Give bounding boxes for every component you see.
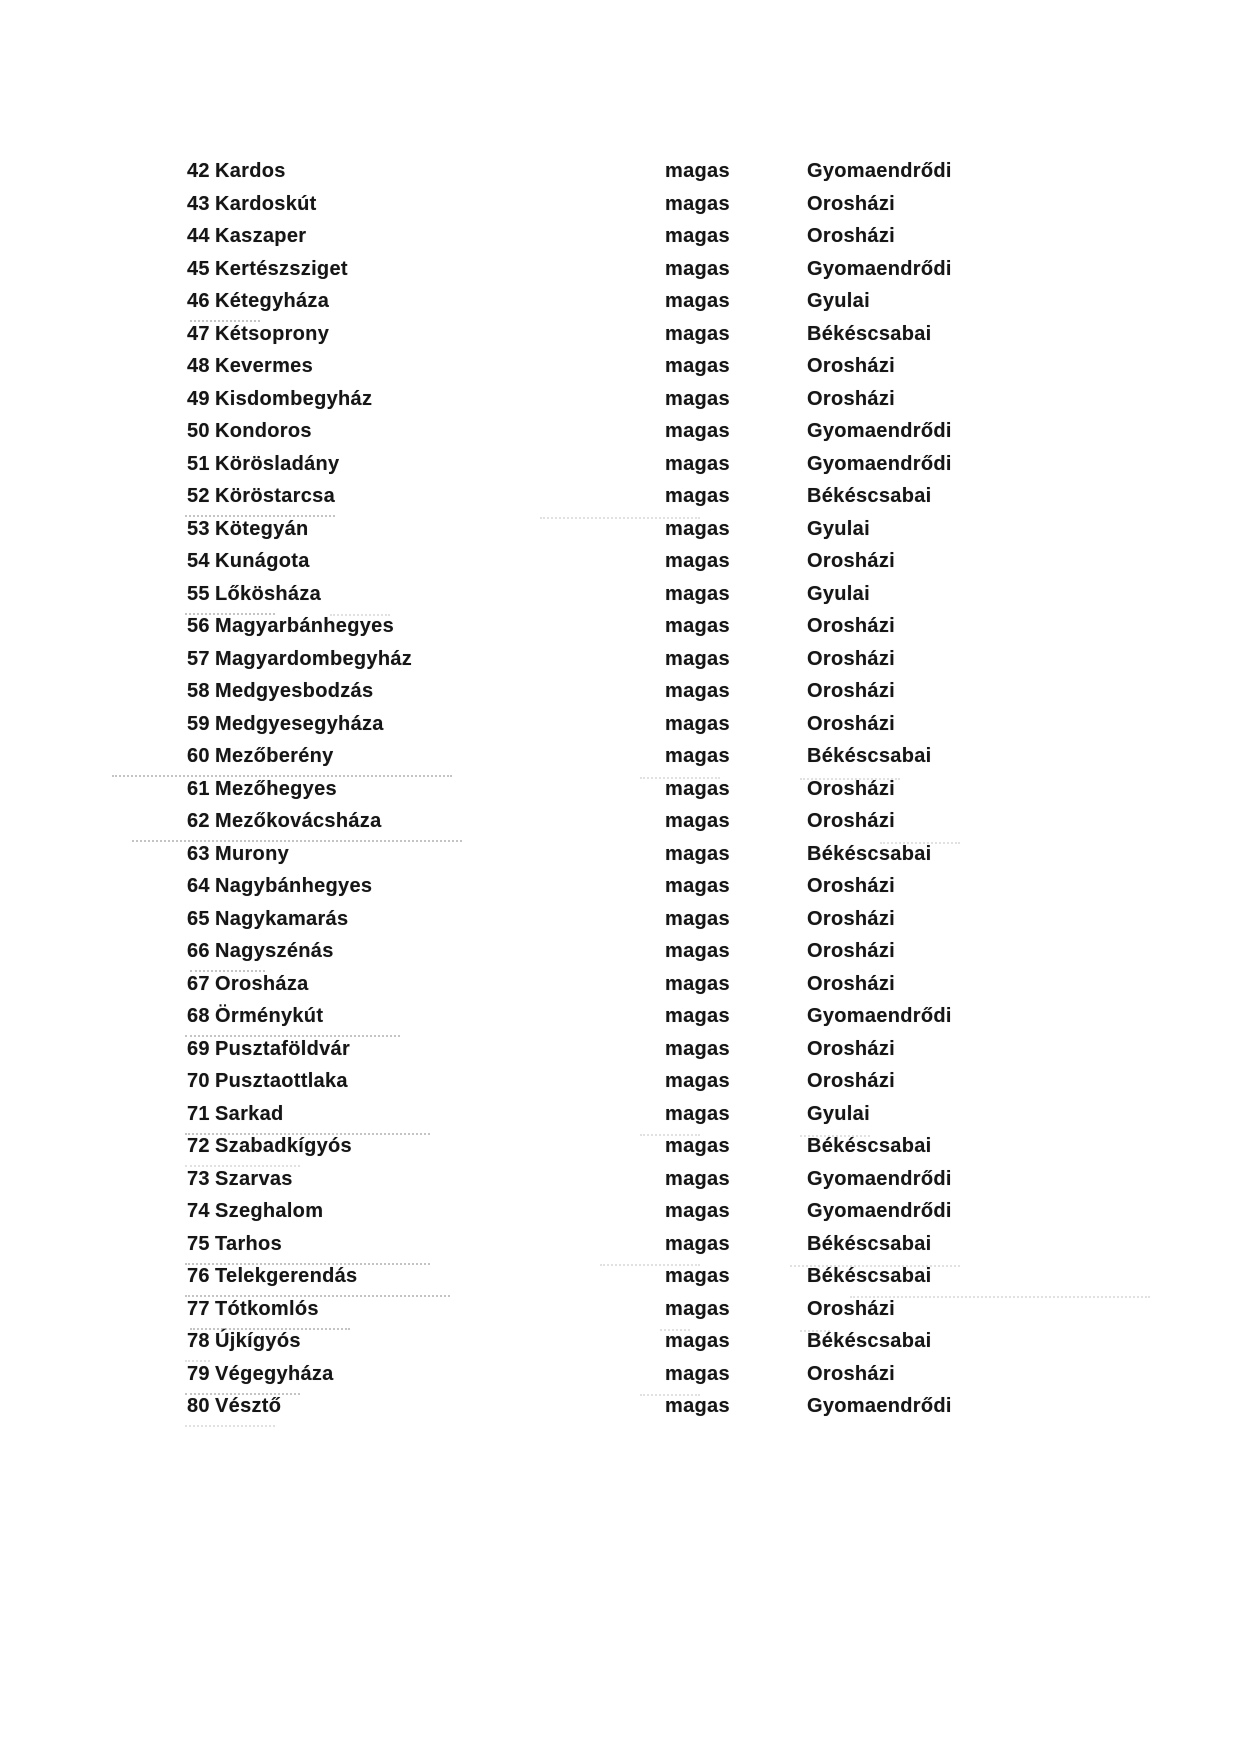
row-number: 76: [187, 1265, 210, 1287]
row-number: 57: [187, 647, 210, 670]
scan-artifact: [600, 1264, 700, 1266]
rating-value: magas: [665, 1330, 730, 1352]
district-name: Gyomaendrődi: [807, 452, 952, 475]
district-name: Gyulai: [807, 582, 870, 605]
row-number: 44: [187, 225, 210, 247]
row-number: 42: [187, 160, 210, 182]
table-row: [187, 708, 952, 741]
settlement-name: Kertészsziget: [215, 257, 348, 280]
district-name: Orosházi: [807, 972, 895, 995]
settlement-name: Medgyesegyháza: [215, 712, 384, 735]
settlement-name: Kaszaper: [215, 225, 307, 247]
district-name: Orosházi: [807, 777, 895, 800]
row-number: 56: [187, 615, 210, 637]
rating-value: magas: [665, 257, 730, 280]
scan-artifact: [132, 840, 462, 842]
scan-artifact: [540, 517, 700, 519]
settlement-name: Örménykút: [215, 1005, 324, 1027]
settlement-name: Mezőkovácsháza: [215, 810, 382, 832]
row-number: 49: [187, 387, 210, 410]
rating-value: magas: [665, 1297, 730, 1320]
scan-artifact: [850, 1296, 1150, 1298]
table-row: [187, 1098, 952, 1131]
table-row: [187, 480, 952, 513]
row-number: 78: [187, 1330, 210, 1352]
row-number: 54: [187, 550, 210, 572]
scan-artifact: [640, 1134, 700, 1136]
settlement-name: Murony: [215, 842, 290, 865]
table-row: [187, 285, 952, 318]
rating-value: magas: [665, 777, 730, 800]
row-number: 66: [187, 940, 210, 962]
table-row: [187, 188, 952, 221]
scan-artifact: [185, 1360, 210, 1362]
table-row: [187, 870, 952, 903]
settlement-name: Orosháza: [215, 972, 309, 995]
scan-artifact: [800, 1330, 830, 1332]
settlement-name: Kardos: [215, 160, 286, 182]
row-number: 53: [187, 517, 210, 540]
scan-artifact: [185, 1035, 400, 1037]
table-row: [187, 643, 952, 676]
rating-value: magas: [665, 387, 730, 410]
table-row: [187, 318, 952, 351]
rating-value: magas: [665, 875, 730, 897]
row-number: 45: [187, 257, 210, 280]
scan-artifact: [660, 1329, 690, 1331]
district-name: Orosházi: [807, 387, 895, 410]
rating-value: magas: [665, 647, 730, 670]
rating-value: magas: [665, 972, 730, 995]
rating-value: magas: [665, 452, 730, 475]
district-name: Orosházi: [807, 907, 895, 930]
row-number: 65: [187, 907, 210, 930]
row-number: 60: [187, 745, 210, 767]
rating-value: magas: [665, 907, 730, 930]
district-name: Orosházi: [807, 1297, 895, 1320]
scan-artifact: [112, 775, 452, 777]
settlement-name: Szabadkígyós: [215, 1135, 352, 1157]
rating-value: magas: [665, 1102, 730, 1125]
row-number: 59: [187, 712, 210, 735]
scan-artifact: [185, 1263, 430, 1265]
table-row: [187, 1000, 952, 1033]
settlement-name: Újkígyós: [215, 1330, 301, 1352]
scan-artifact: [190, 1328, 350, 1330]
settlement-name: Kisdombegyház: [215, 387, 373, 410]
rating-value: magas: [665, 680, 730, 702]
scan-artifact: [640, 1394, 700, 1396]
table-row: [187, 350, 952, 383]
row-number: 64: [187, 875, 210, 897]
district-name: Békéscsabai: [807, 322, 932, 345]
rating-value: magas: [665, 1135, 730, 1157]
settlement-name: Pusztaföldvár: [215, 1037, 351, 1060]
district-name: Békéscsabai: [807, 1232, 932, 1255]
rating-value: magas: [665, 1362, 730, 1385]
settlement-name: Nagybánhegyes: [215, 875, 373, 897]
scan-artifact: [330, 614, 390, 616]
row-number: 51: [187, 452, 210, 475]
table-row: [187, 1228, 952, 1261]
district-name: Gyomaendrődi: [807, 1395, 952, 1417]
rating-value: magas: [665, 355, 730, 377]
district-name: Gyomaendrődi: [807, 1200, 952, 1222]
settlement-name: Pusztaottlaka: [215, 1070, 348, 1092]
settlement-rating-table: [187, 155, 952, 1423]
row-number: 71: [187, 1102, 210, 1125]
scan-artifact: [790, 1265, 960, 1267]
scan-artifact: [190, 320, 260, 322]
row-number: 52: [187, 485, 210, 507]
scan-artifact: [880, 842, 960, 844]
row-number: 69: [187, 1037, 210, 1060]
district-name: Orosházi: [807, 940, 895, 962]
rating-value: magas: [665, 745, 730, 767]
rating-value: magas: [665, 615, 730, 637]
table-row: [187, 935, 952, 968]
rating-value: magas: [665, 420, 730, 442]
table-row: [187, 415, 952, 448]
table-row: [187, 610, 952, 643]
settlement-name: Lőkösháza: [215, 582, 322, 605]
district-name: Orosházi: [807, 1362, 895, 1385]
row-number: 70: [187, 1070, 210, 1092]
district-name: Orosházi: [807, 550, 895, 572]
settlement-name: Kétegyháza: [215, 290, 330, 312]
district-name: Gyomaendrődi: [807, 1005, 952, 1027]
row-number: 68: [187, 1005, 210, 1027]
table-row: [187, 1033, 952, 1066]
settlement-name: Kunágota: [215, 550, 310, 572]
rating-value: magas: [665, 192, 730, 215]
settlement-name: Mezőberény: [215, 745, 334, 767]
scan-artifact: [185, 1133, 430, 1135]
district-name: Orosházi: [807, 225, 895, 247]
settlement-name: Köröstarcsa: [215, 485, 336, 507]
settlement-name: Kondoros: [215, 420, 312, 442]
row-number: 80: [187, 1395, 210, 1417]
scan-artifact: [185, 1393, 300, 1395]
settlement-name: Nagyszénás: [215, 940, 334, 962]
district-name: Gyulai: [807, 290, 870, 312]
district-name: Orosházi: [807, 810, 895, 832]
table-row: [187, 1163, 952, 1196]
district-name: Orosházi: [807, 680, 895, 702]
district-name: Gyomaendrődi: [807, 420, 952, 442]
district-name: Békéscsabai: [807, 842, 932, 865]
rating-value: magas: [665, 160, 730, 182]
table-row: [187, 545, 952, 578]
settlement-name: Nagykamarás: [215, 907, 349, 930]
scan-artifact: [185, 1165, 300, 1167]
rating-value: magas: [665, 1232, 730, 1255]
row-number: 62: [187, 810, 210, 832]
rating-value: magas: [665, 1037, 730, 1060]
district-name: Orosházi: [807, 1037, 895, 1060]
district-name: Békéscsabai: [807, 1330, 932, 1352]
row-number: 67: [187, 972, 210, 995]
row-number: 75: [187, 1232, 210, 1255]
settlement-name: Mezőhegyes: [215, 777, 337, 800]
district-name: Gyomaendrődi: [807, 257, 952, 280]
row-number: 72: [187, 1135, 210, 1157]
settlement-name: Kötegyán: [215, 517, 309, 540]
table-row: [187, 155, 952, 188]
rating-value: magas: [665, 1005, 730, 1027]
table-row: [187, 740, 952, 773]
rating-value: magas: [665, 1167, 730, 1190]
table-row: [187, 968, 952, 1001]
row-number: 58: [187, 680, 210, 702]
district-name: Békéscsabai: [807, 1135, 932, 1157]
scan-artifact: [185, 1295, 450, 1297]
district-name: Gyulai: [807, 517, 870, 540]
row-number: 77: [187, 1297, 210, 1320]
district-name: Orosházi: [807, 1070, 895, 1092]
row-number: 74: [187, 1200, 210, 1222]
rating-value: magas: [665, 225, 730, 247]
settlement-name: Tarhos: [215, 1232, 282, 1255]
rating-value: magas: [665, 322, 730, 345]
rating-value: magas: [665, 485, 730, 507]
settlement-name: Medgyesbodzás: [215, 680, 374, 702]
table-row: [187, 838, 952, 871]
row-number: 79: [187, 1362, 210, 1385]
rating-value: magas: [665, 842, 730, 865]
settlement-name: Tótkomlós: [215, 1297, 319, 1320]
row-number: 73: [187, 1167, 210, 1190]
rating-value: magas: [665, 1395, 730, 1417]
table-row: [187, 1065, 952, 1098]
row-number: 55: [187, 582, 210, 605]
table-row: [187, 1195, 952, 1228]
district-name: Orosházi: [807, 192, 895, 215]
rating-value: magas: [665, 712, 730, 735]
scan-artifact: [640, 777, 720, 779]
settlement-name: Vésztő: [215, 1395, 282, 1417]
district-name: Gyomaendrődi: [807, 1167, 952, 1190]
table-row: [187, 805, 952, 838]
scan-artifact: [185, 1425, 275, 1427]
settlement-name: Sarkad: [215, 1102, 284, 1125]
rating-value: magas: [665, 940, 730, 962]
settlement-name: Végegyháza: [215, 1362, 334, 1385]
rating-value: magas: [665, 1265, 730, 1287]
settlement-name: Kevermes: [215, 355, 314, 377]
rating-value: magas: [665, 1200, 730, 1222]
rating-value: magas: [665, 290, 730, 312]
row-number: 50: [187, 420, 210, 442]
table-row: [187, 1390, 952, 1423]
district-name: Orosházi: [807, 615, 895, 637]
table-row: [187, 448, 952, 481]
row-number: 48: [187, 355, 210, 377]
scan-artifact: [190, 970, 265, 972]
rating-value: magas: [665, 810, 730, 832]
rating-value: magas: [665, 550, 730, 572]
district-name: Békéscsabai: [807, 485, 932, 507]
scan-artifact: [185, 613, 275, 615]
table-row: [187, 220, 952, 253]
row-number: 46: [187, 290, 210, 312]
district-name: Orosházi: [807, 875, 895, 897]
table-row: [187, 383, 952, 416]
table-row: [187, 903, 952, 936]
settlement-name: Szarvas: [215, 1167, 293, 1190]
table-row: [187, 1358, 952, 1391]
settlement-name: Szeghalom: [215, 1200, 324, 1222]
rating-value: magas: [665, 517, 730, 540]
row-number: 61: [187, 777, 210, 800]
district-name: Orosházi: [807, 355, 895, 377]
district-name: Békéscsabai: [807, 745, 932, 767]
scan-artifact: [800, 778, 900, 780]
row-number: 63: [187, 842, 210, 865]
row-number: 43: [187, 192, 210, 215]
district-name: Békéscsabai: [807, 1265, 932, 1287]
scan-artifact: [185, 515, 335, 517]
settlement-name: Körösladány: [215, 452, 340, 475]
rating-value: magas: [665, 1070, 730, 1092]
settlement-name: Magyardombegyház: [215, 647, 413, 670]
table-row: [187, 578, 952, 611]
settlement-name: Telekgerendás: [215, 1265, 358, 1287]
settlement-name: Kétsoprony: [215, 322, 330, 345]
district-name: Gyulai: [807, 1102, 870, 1125]
district-name: Orosházi: [807, 647, 895, 670]
table-row: [187, 253, 952, 286]
row-number: 47: [187, 322, 210, 345]
table-row: [187, 675, 952, 708]
settlement-name: Kardoskút: [215, 192, 317, 215]
settlement-name: Magyarbánhegyes: [215, 615, 395, 637]
district-name: Orosházi: [807, 712, 895, 735]
rating-value: magas: [665, 582, 730, 605]
table-row: [187, 1293, 952, 1326]
district-name: Gyomaendrődi: [807, 160, 952, 182]
scan-artifact: [800, 1135, 870, 1137]
